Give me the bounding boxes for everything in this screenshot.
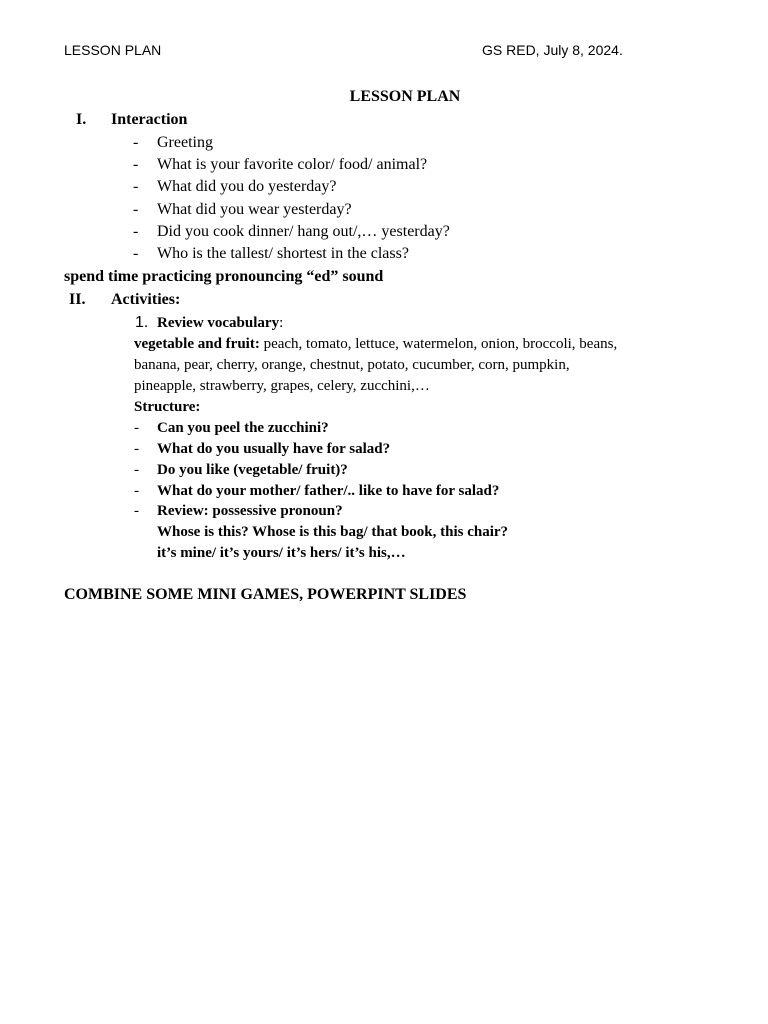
pronunciation-note: spend time practicing pronouncing “ed” sound — [64, 268, 384, 285]
closing-note: COMBINE SOME MINI GAMES, POWERPINT SLIDES — [64, 586, 467, 603]
vocab-line: vegetable and fruit: peach, tomato, lettuce, watermelon, onion, broccoli, beans, — [134, 336, 618, 352]
interaction-item: - Greeting — [133, 134, 213, 151]
review-vocabulary-heading: 1. Review vocabulary: — [135, 314, 284, 331]
section-2-title: Activities: — [111, 291, 181, 308]
section-1-title: Interaction — [111, 111, 188, 128]
document-title: LESSON PLAN — [349, 88, 461, 105]
vocab-line: banana, pear, cherry, orange, chestnut, potato, cucumber, corn, pumpkin, — [134, 357, 570, 373]
interaction-item: - What did you do yesterday? — [133, 178, 337, 195]
interaction-item: - What did you wear yesterday? — [133, 201, 352, 218]
structure-item: - Do you like (vegetable/ fruit)? — [134, 462, 348, 478]
section-2-number: II. — [69, 291, 86, 308]
structure-continuation: it’s mine/ it’s yours/ it’s hers/ it’s his,… — [157, 545, 406, 561]
structure-item: - Can you peel the zucchini? — [134, 420, 329, 436]
vocab-line: pineapple, strawberry, grapes, celery, zucchini,… — [134, 378, 430, 394]
section-1-number: I. — [76, 111, 87, 128]
structure-continuation: Whose is this? Whose is this bag/ that book, this chair? — [157, 524, 509, 540]
interaction-item: - Who is the tallest/ shortest in the class? — [133, 245, 409, 262]
interaction-item: - Did you cook dinner/ hang out/,… yesterday? — [133, 223, 450, 240]
structure-item: - What do you usually have for salad? — [134, 441, 391, 457]
structure-item: - What do your mother/ father/.. like to have for salad? — [134, 483, 500, 499]
structure-label: Structure: — [134, 399, 201, 415]
interaction-item: - What is your favorite color/ food/ animal? — [133, 156, 428, 173]
structure-item: - Review: possessive pronoun? — [134, 503, 343, 519]
header-left: LESSON PLAN — [64, 42, 162, 58]
header-right: GS RED, July 8, 2024. — [482, 42, 623, 58]
